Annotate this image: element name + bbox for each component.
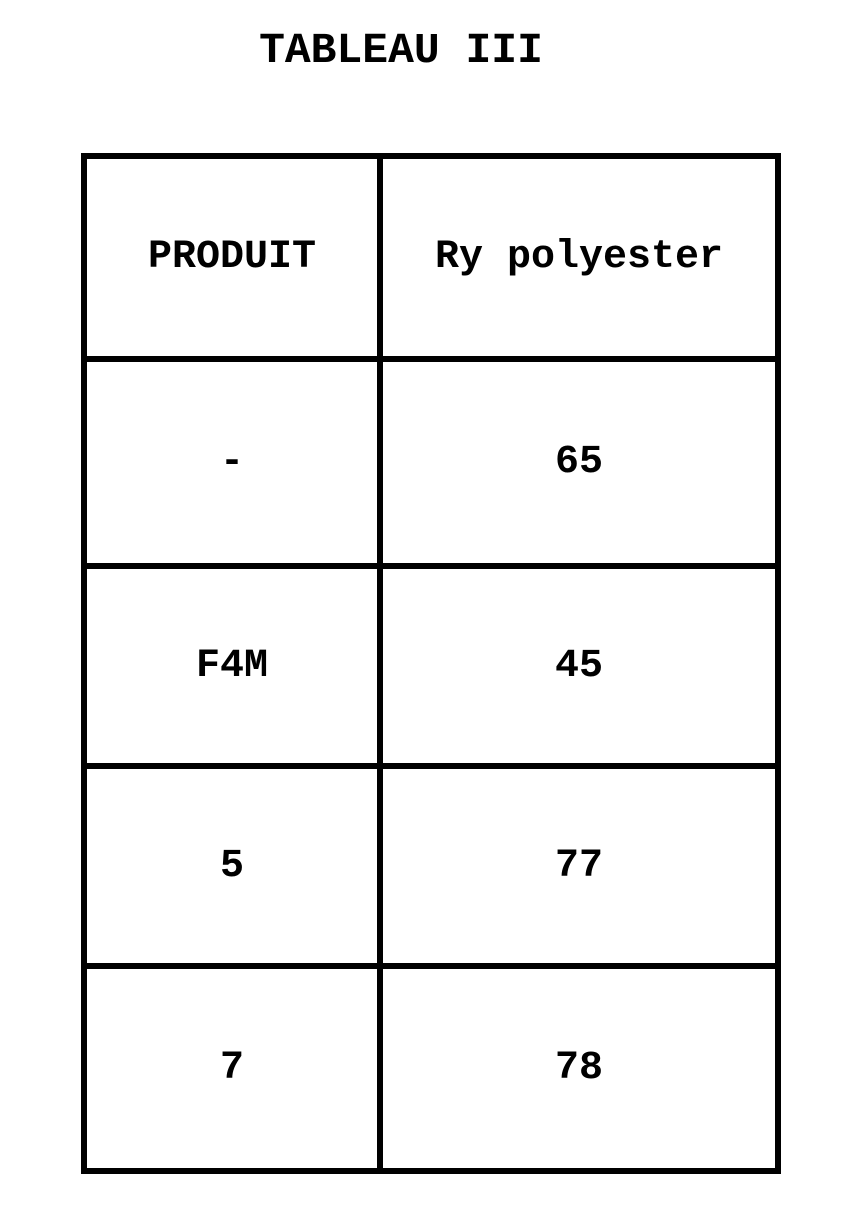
cell-ry-polyester: 77 [380, 766, 778, 966]
cell-ry-polyester: 45 [380, 566, 778, 766]
cell-produit: 7 [84, 966, 380, 1171]
cell-produit: 5 [84, 766, 380, 966]
table-row [84, 966, 778, 1171]
table-row [84, 359, 778, 566]
table-row [84, 766, 778, 966]
results-table [81, 153, 781, 1174]
cell-produit: - [84, 359, 380, 566]
table-row [84, 566, 778, 766]
cell-ry-polyester: 78 [380, 966, 778, 1171]
header-cell-ry-polyester: Ry polyester [380, 156, 778, 359]
table-title: TABLEAU III [259, 26, 543, 75]
table-header-row [84, 156, 778, 359]
header-cell-produit: PRODUIT [84, 156, 380, 359]
cell-produit: F4M [84, 566, 380, 766]
cell-ry-polyester: 65 [380, 359, 778, 566]
